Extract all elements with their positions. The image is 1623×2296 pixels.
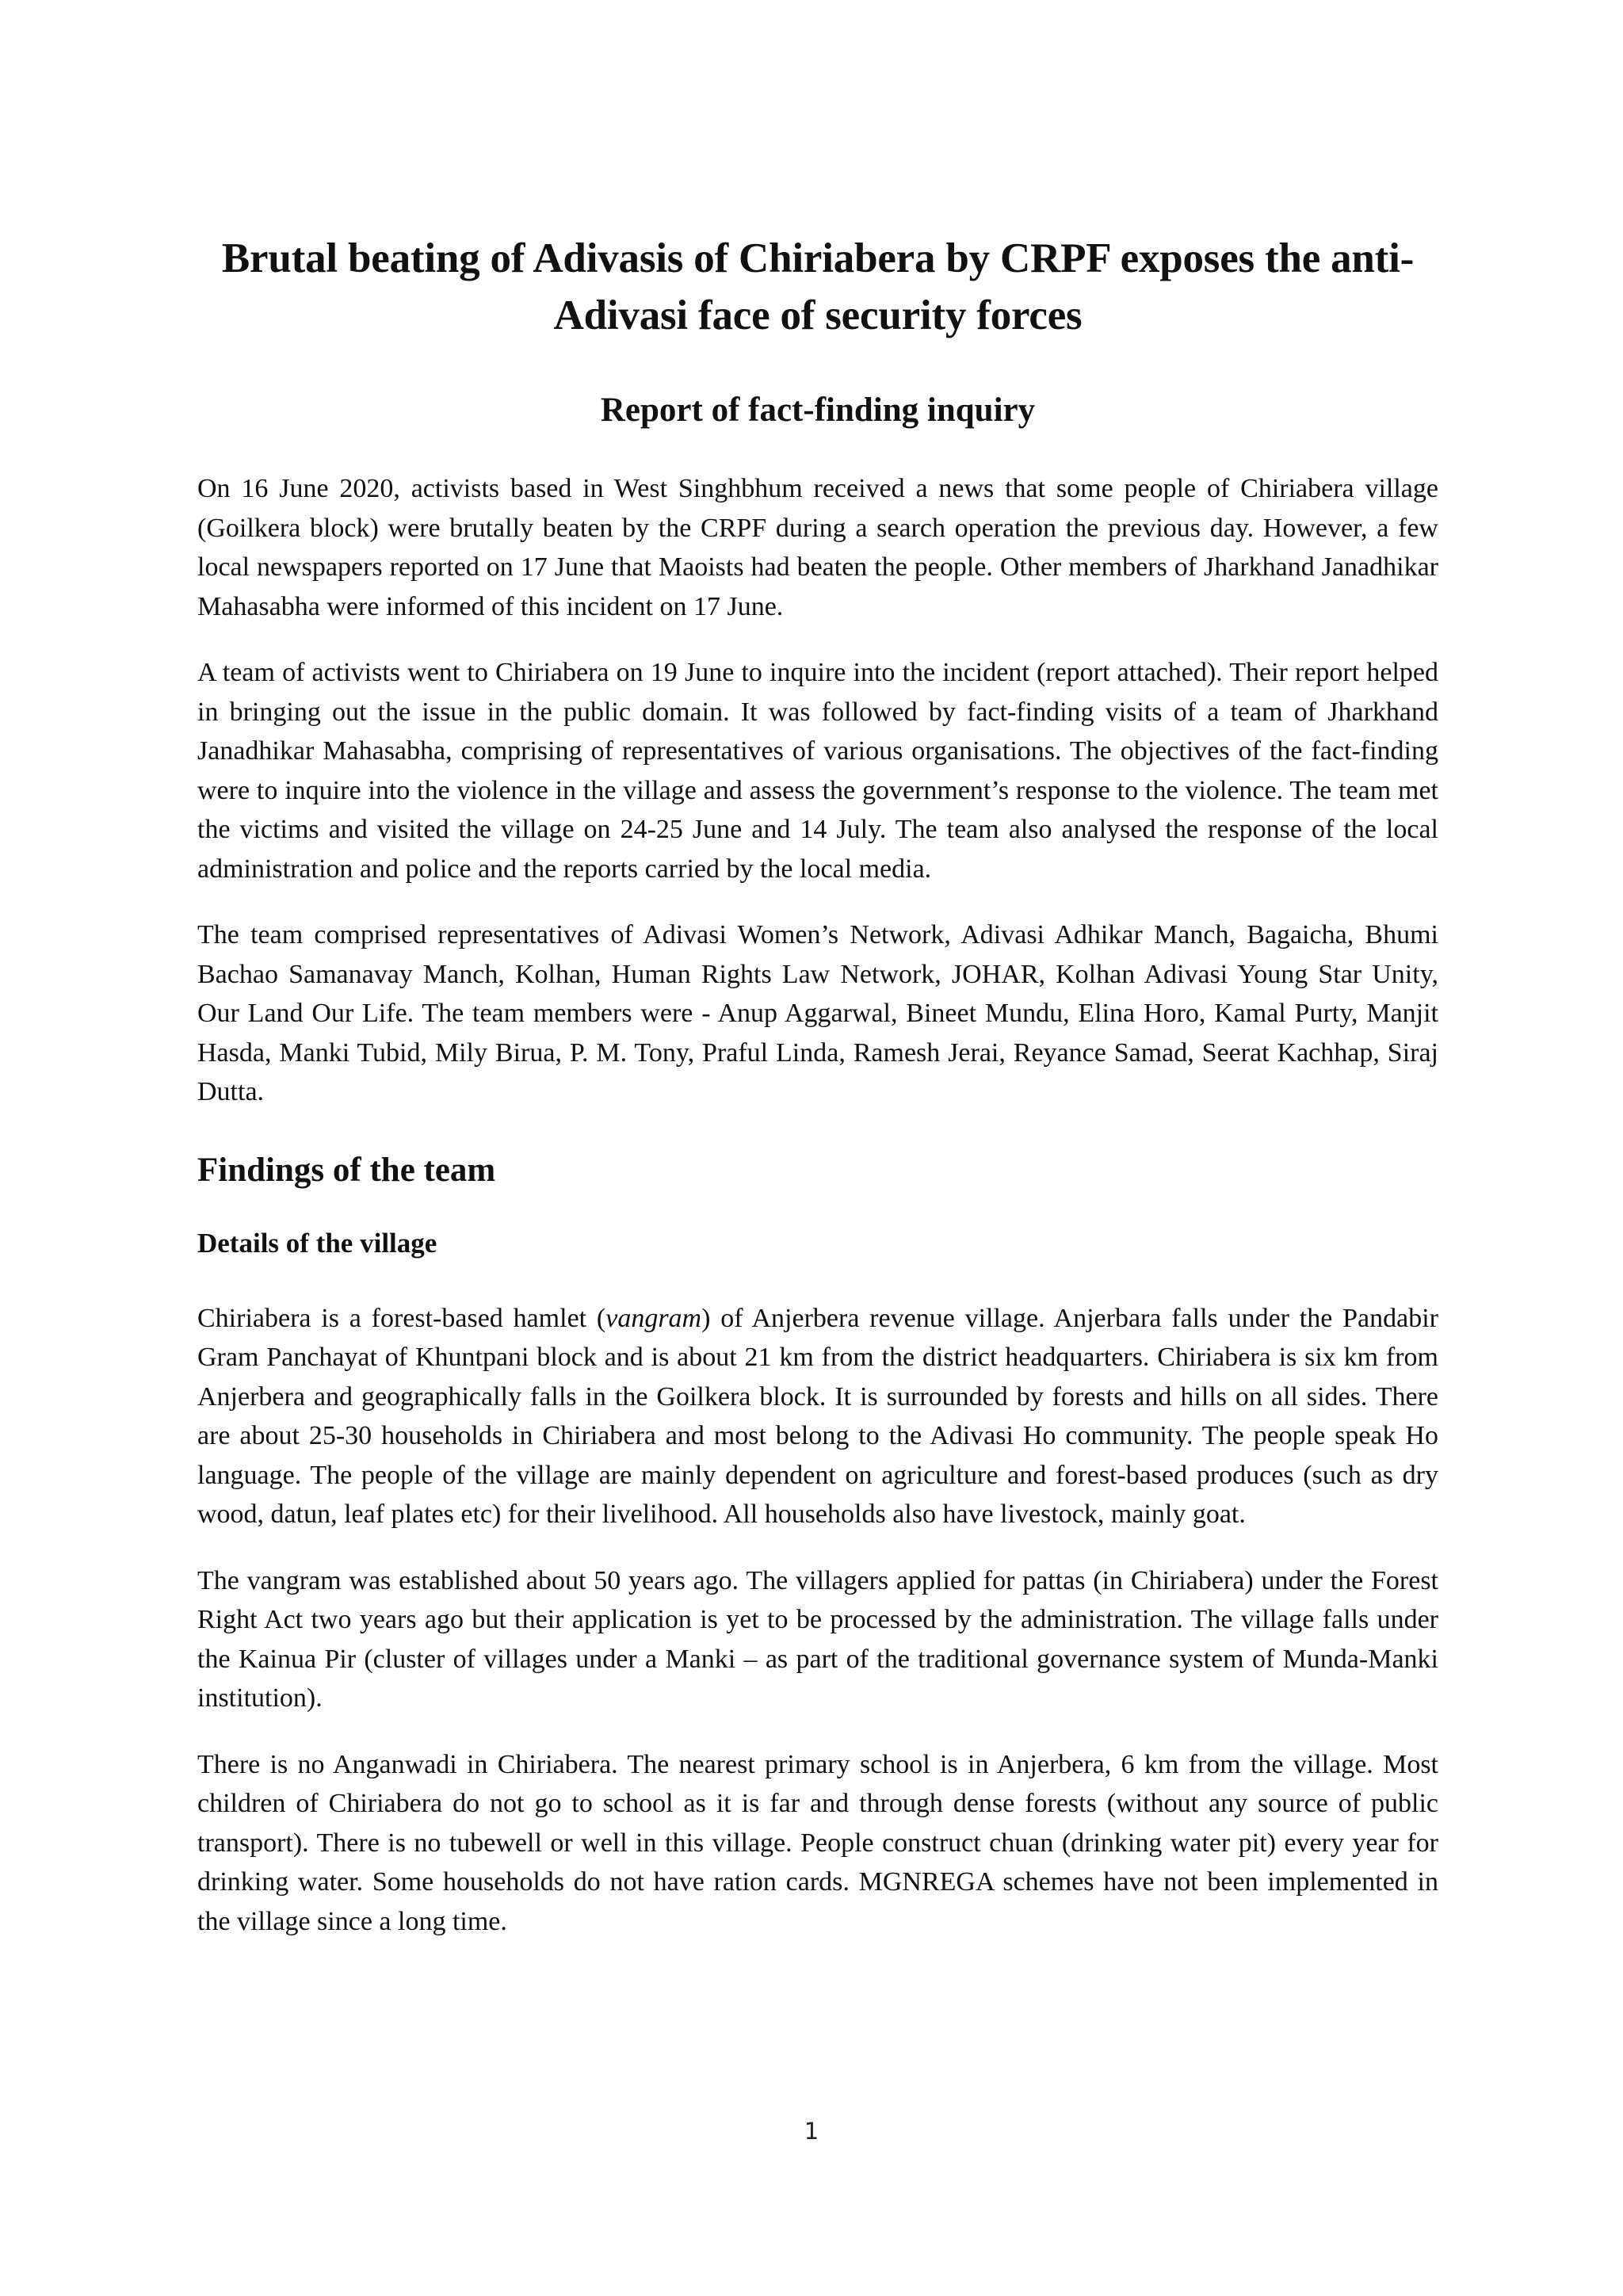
document-page (197, 230, 1438, 1941)
section-heading-findings: Findings of the team (197, 1151, 496, 1189)
paragraph-team-visit: A team of activists went to Chiriabera on 19 June to inquire into the incident (report attached). Their report helped in bringing out the issue in the public domain. It was followed by fact-finding visits of a team of Jharkhand Janadhikar Mahasabha, comprising of representatives of various organisations. The objectives of the fact-finding were to inquire into the violence in the village and assess the government’s response to the violence. The team met the victims and visited the village on 24-25 June and 14 July. The team also analysed the response of the local administration and police and the reports carried by the local media. (197, 658, 1438, 884)
page-number: 1 (804, 2118, 819, 2145)
subsection-heading-village: Details of the village (197, 1227, 437, 1259)
paragraph-intro: On 16 June 2020, activists based in West Singhbhum received a news that some people of Chiriabera village (Goilkera block) were brutally beaten by the CRPF during a search operation the previous day. However, a few local newspapers reported on 17 June that Maoists had beaten the people. Other members of Jharkhand Janadhikar Mahasabha were informed of this incident on 17 June. (197, 474, 1438, 621)
paragraph-village-details (197, 1299, 1438, 1534)
document-subtitle: Report of fact-finding inquiry (600, 392, 1036, 429)
paragraph-vangram-history: The vangram was established about 50 years ago. The villagers applied for pattas (in Chiriabera) under the Forest Right Act two years ago but their application is yet to be processed by the administration. The village falls under the Kainua Pir (cluster of villages under a Manki – as part of the traditional governance system of Munda-Manki institution). (197, 1565, 1438, 1713)
document-title: Brutal beating of Adivasis of Chiriabera by CRPF exposes the anti-Adivasi face of security forces (221, 235, 1415, 338)
village-text-italic: vangram (605, 1303, 702, 1333)
village-text-before: Chiriabera is a forest-based hamlet ( (197, 1303, 606, 1333)
paragraph-village-facilities: There is no Anganwadi in Chiriabera. The nearest primary school is in Anjerbera, 6 km from the village. Most children of Chiriabera do not go to school as it is far and through dense forests (without any source of public transport). There is no tubewell or well in this village. People construct chuan (drinking water pit) every year for drinking water. Some households do not have ration cards. MGNREGA schemes have not been implemented in the village since a long time. (197, 1749, 1438, 1936)
paragraph-team-members: The team comprised representatives of Adivasi Women’s Network, Adivasi Adhikar Manch, Bagaicha, Bhumi Bachao Samanavay Manch, Kolhan, Human Rights Law Network, JOHAR, Kolhan Adivasi Young Star Unity, Our Land Our Life. The team members were - Anup Aggarwal, Bineet Mundu, Elina Horo, Kamal Purty, Manjit Hasda, Manki Tubid, Mily Birua, P. M. Tony, Praful Linda, Ramesh Jerai, Reyance Samad, Seerat Kachhap, Siraj Dutta. (197, 920, 1438, 1106)
village-text-after: ) of Anjerbera revenue village. Anjerbara falls under the Pandabir Gram Panchayat of Khuntpani block and is about 21 km from the district headquarters. Chiriabera is six km from Anjerbera and geographically falls in the Goilkera block. It is surrounded by forests and hills on all sides. There are about 25-30 households in Chiriabera and most belong to the Adivasi Ho community. The people speak Ho language. The people of the village are mainly dependent on agriculture and forest-based produces (such as dry wood, datun, leaf plates etc) for their livelihood. All households also have livestock, mainly goat. (197, 1303, 1438, 1529)
